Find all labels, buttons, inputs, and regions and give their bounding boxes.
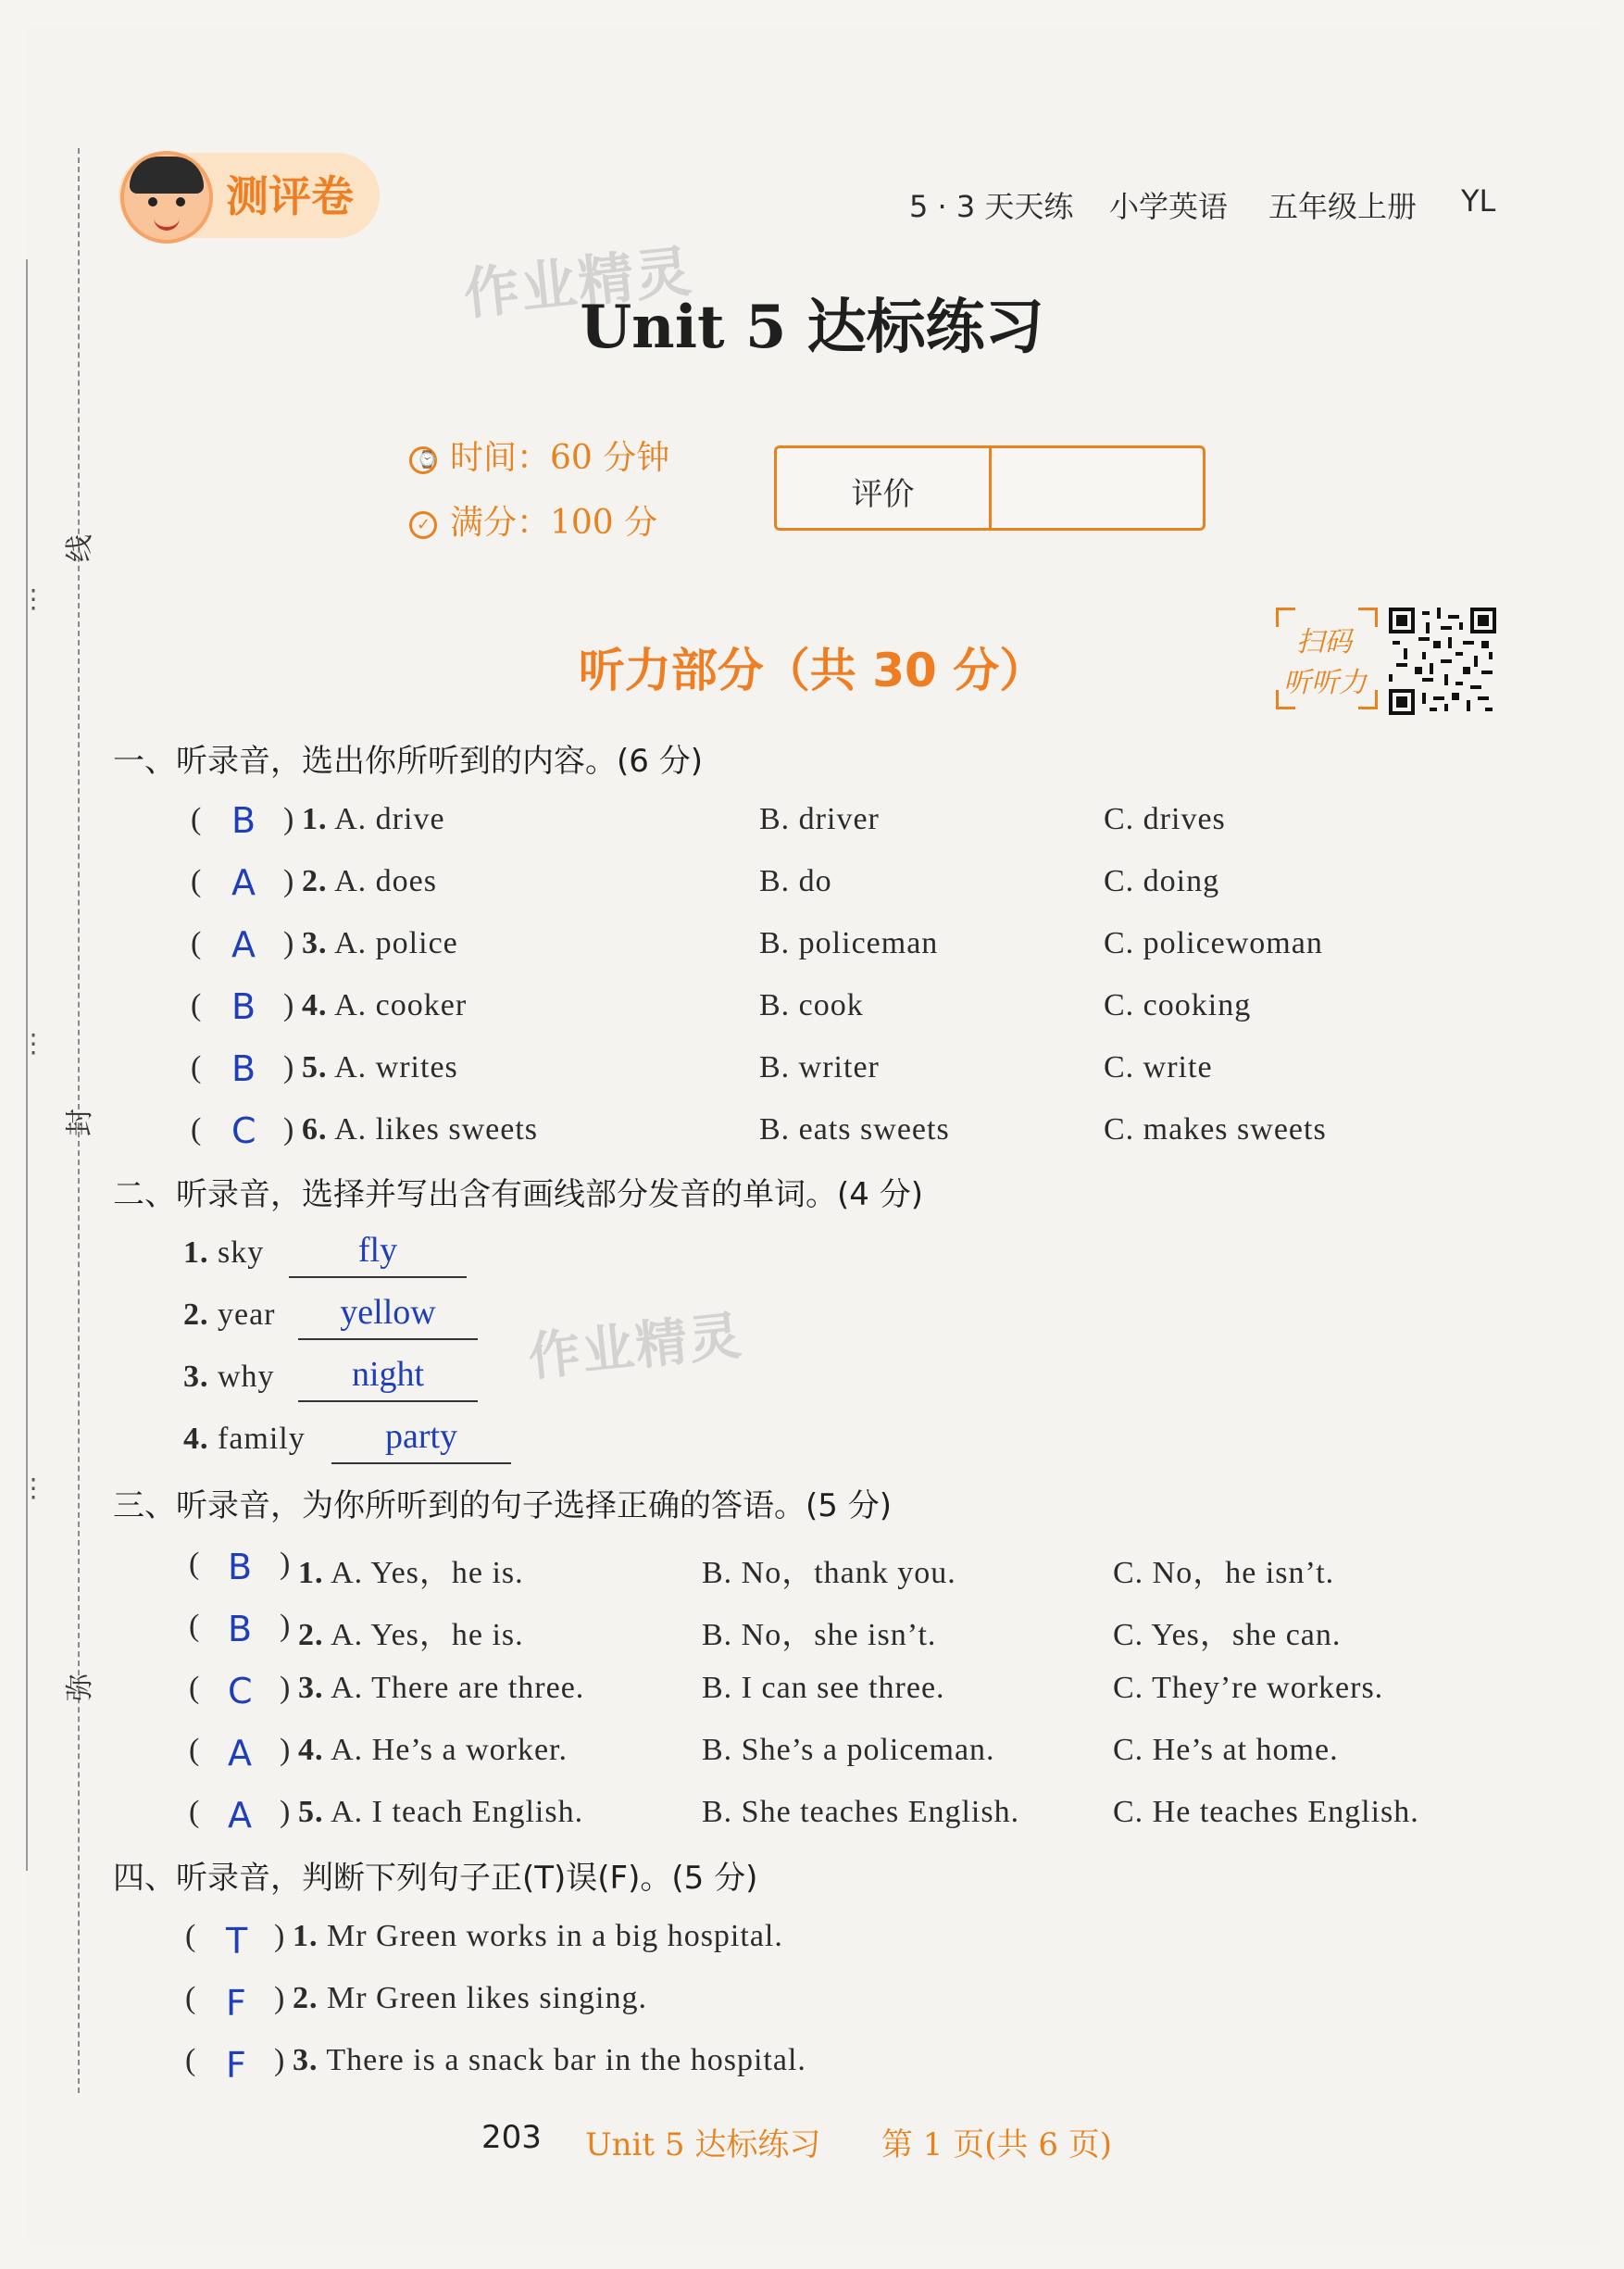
answer-blank[interactable]: fly — [357, 1231, 398, 1270]
answer-mark: T — [226, 1921, 248, 1962]
prompt-word: why — [218, 1360, 275, 1394]
option-a: A. drive — [334, 802, 445, 836]
time-limit: ⌚ 时间：60 分钟 — [409, 432, 669, 479]
binding-tick: ⋮ — [20, 583, 46, 614]
statement-text: There is a snack bar in the hospital. — [326, 2043, 806, 2077]
evaluation-box — [774, 445, 1206, 531]
binding-line — [26, 259, 28, 1871]
part3-heading: 三、听录音，为你所听到的句子选择正确的答语。(5 分) — [113, 1487, 892, 1524]
option-a: A. Yes，he is. — [331, 1556, 524, 1590]
badge-label: 测评卷 — [226, 171, 354, 221]
binding-char-line: 线 — [64, 534, 96, 562]
option-b: B. driver — [759, 802, 880, 836]
option-a: A. cooker — [334, 988, 468, 1022]
footer-page-info: 第 1 页(共 6 页) — [881, 2126, 1113, 2163]
option-b: B. writer — [759, 1050, 880, 1084]
option-c: C. drives — [1104, 802, 1226, 836]
option-a: A. likes sweets — [334, 1112, 539, 1147]
full-score: ✓ 满分：100 分 — [409, 496, 657, 544]
answer-mark: F — [226, 1983, 246, 2024]
part1-heading: 一、听录音，选出你所听到的内容。(6 分) — [113, 743, 703, 780]
watermark: 作业精灵 — [460, 239, 696, 328]
item-number: 4. — [302, 988, 328, 1022]
option-c: C. doing — [1104, 864, 1220, 898]
statement-text: Mr Green likes singing. — [327, 1981, 647, 2015]
page-number: 203 — [481, 2119, 542, 2156]
option-b: B. I can see three. — [702, 1671, 945, 1705]
watermark: 作业精灵 — [525, 1306, 746, 1388]
item-number: 6. — [302, 1112, 328, 1147]
answer-mark: A — [231, 924, 256, 965]
answer-mark: C — [231, 1110, 256, 1151]
option-c: C. Yes，she can. — [1113, 1618, 1342, 1652]
statement-text: Mr Green works in a big hospital. — [327, 1919, 783, 1953]
option-b: B. do — [759, 864, 832, 898]
header-edition: YL — [1461, 183, 1496, 219]
answer-mark: C — [228, 1671, 253, 1711]
qr-code-icon[interactable] — [1389, 608, 1496, 715]
option-c: C. He’s at home. — [1113, 1733, 1339, 1767]
answer-mark: F — [226, 2045, 246, 2086]
option-a: A. He’s a worker. — [331, 1733, 568, 1767]
option-b: B. She teaches English. — [702, 1795, 1020, 1829]
binding-char-seal2: 弥 — [64, 1674, 96, 1701]
option-a: A. There are three. — [331, 1671, 585, 1705]
part2-heading: 二、听录音，选择并写出含有画线部分发音的单词。(4 分) — [113, 1176, 923, 1213]
option-c: C. policewoman — [1104, 926, 1323, 960]
prompt-word: year — [218, 1297, 276, 1332]
answer-mark: B — [231, 1048, 256, 1089]
option-c: C. No，he isn’t. — [1113, 1556, 1335, 1590]
answer-mark: A — [231, 862, 256, 903]
option-a: A. Yes，he is. — [331, 1618, 524, 1652]
item-number: 5. — [302, 1050, 328, 1084]
answer-mark: B — [231, 800, 256, 841]
answer-mark: A — [228, 1795, 252, 1836]
prompt-word: sky — [218, 1235, 265, 1270]
answer-blank[interactable]: yellow — [340, 1293, 436, 1332]
answer-blank[interactable]: party — [384, 1417, 458, 1456]
boy-mascot-icon — [120, 151, 213, 244]
item-number: 3. — [302, 926, 328, 960]
scan-label-1: 扫码 — [1296, 626, 1352, 658]
answer-mark: B — [228, 1609, 253, 1649]
answer-mark: A — [228, 1733, 252, 1774]
page-title: Unit 5 达标练习 — [580, 293, 1044, 362]
part4-heading: 四、听录音，判断下列句子正(T)误(F)。(5 分) — [113, 1860, 758, 1897]
header-series: 5 · 3 天天练 — [909, 189, 1074, 224]
listening-section-title: 听力部分（共 30 分） — [578, 644, 1046, 697]
binding-tick: ⋮ — [20, 1028, 46, 1059]
option-c: C. write — [1104, 1050, 1213, 1084]
evaluation-label: 评价 — [851, 476, 915, 513]
answer-mark: B — [231, 986, 256, 1027]
option-a: A. I teach English. — [331, 1795, 584, 1829]
clock-icon: ⌚ — [409, 446, 437, 474]
option-c: C. cooking — [1104, 988, 1252, 1022]
option-b: B. No，she isn’t. — [702, 1618, 937, 1652]
option-b: B. cook — [759, 988, 864, 1022]
option-a: A. does — [334, 864, 438, 898]
option-c: C. They’re workers. — [1113, 1671, 1384, 1705]
item-number: 2. — [302, 864, 328, 898]
footer-unit: Unit 5 达标练习 — [585, 2126, 821, 2163]
answer-mark: B — [228, 1547, 253, 1587]
option-c: C. makes sweets — [1104, 1112, 1327, 1147]
header-subject: 小学英语 — [1109, 189, 1229, 224]
answer-blank[interactable]: night — [351, 1355, 425, 1394]
option-c: C. He teaches English. — [1113, 1795, 1419, 1829]
binding-char-seal: 封 — [64, 1109, 96, 1136]
item-number: 1. — [302, 802, 328, 836]
binding-tick: ⋮ — [20, 1473, 46, 1503]
prompt-word: family — [218, 1422, 306, 1456]
scan-label-2: 听听力 — [1283, 667, 1367, 699]
option-b: B. She’s a policeman. — [702, 1733, 995, 1767]
header-grade: 五年级上册 — [1268, 189, 1418, 224]
option-a: A. writes — [334, 1050, 458, 1084]
option-b: B. No，thank you. — [702, 1556, 956, 1590]
option-b: B. policeman — [759, 926, 939, 960]
option-a: A. police — [334, 926, 458, 960]
check-icon: ✓ — [409, 511, 437, 539]
option-b: B. eats sweets — [759, 1112, 950, 1147]
